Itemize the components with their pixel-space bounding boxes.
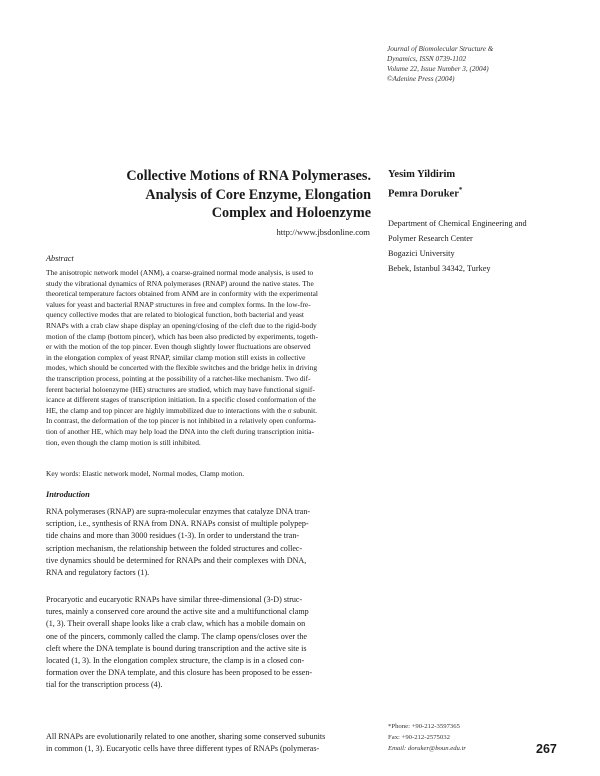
- paragraph-line: RNA and regulatory factors (1).: [46, 568, 150, 578]
- footnote-phone: *Phone: +90-212-3597365: [388, 723, 460, 730]
- paragraph-line: All RNAPs are evolutionarily related to one another, sharing some conserved subunits: [46, 732, 326, 741]
- contact-footnote: [388, 721, 466, 754]
- affiliation-line: Department of Chemical Engineering and: [388, 219, 527, 228]
- paragraph-line: located (1, 3). In the elongation complex structure, the clamp is in a closed con-: [46, 656, 305, 666]
- abstract-line: modes, which should be concerted with the flexible switches and the bridge helix in driving: [46, 363, 318, 373]
- journal-line: Journal of Biomolecular Structure &: [387, 45, 494, 53]
- journal-line: Volume 22, Issue Number 3, (2004): [387, 65, 489, 73]
- author-list: [388, 168, 462, 202]
- abstract-line: er with the motion of the top pincer. Even though slightly lower fluctuations are observed: [46, 342, 311, 352]
- journal-line: Dynamics, ISSN 0739-1102: [387, 55, 467, 63]
- abstract-line: motion of the clamp (bottom pincer), which has been also predicted by experiments, togeth-: [46, 331, 318, 341]
- intro-paragraph-1: [46, 506, 372, 579]
- abstract-text: [46, 268, 372, 448]
- intro-paragraph-2: [46, 594, 372, 692]
- introduction-heading: Introduction: [46, 490, 90, 499]
- abstract-line: theoretical temperature factors obtained from ANM are in conformity with the experimental: [46, 289, 318, 299]
- paragraph-line: one of the pincers, commonly called the clamp. The clamp opens/closes over the: [46, 631, 308, 641]
- paragraph-line: (1, 3). Their overall shape looks like a crab claw, which has a mobile domain on: [46, 619, 306, 629]
- page-number: 267: [536, 742, 557, 756]
- paragraph-line: in common (1, 3). Eucaryotic cells have three different types of RNAPs (polymeras-: [46, 744, 320, 754]
- author-name: Pemra Doruker: [388, 188, 459, 199]
- author-name: Yesim Yildirim: [388, 169, 456, 180]
- affiliation-line: Polymer Research Center: [388, 234, 473, 243]
- affiliation-line: Bebek, Istanbul 34342, Turkey: [388, 264, 491, 273]
- abstract-line: RNAPs with a crab claw shape display an opening/closing of the cleft due to the rigid-body: [46, 320, 317, 330]
- abstract-line: quency collective modes that are related to biological function, both bacterial and yeast: [46, 310, 304, 320]
- affiliation: [388, 216, 527, 276]
- paragraph-line: cleft where the DNA template is bound during transcription and the active site is: [46, 643, 307, 653]
- paragraph-line: scription mechanism, the relationship between the folded structures and collec-: [46, 543, 303, 553]
- paragraph-line: formation over the DNA template, and this closure has been proposed to be essen-: [46, 668, 313, 678]
- abstract-line: study the vibrational dynamics of RNA polymerases (RNAP) around the native states. The: [46, 278, 314, 288]
- author-name-corresponding: [388, 183, 462, 202]
- intro-paragraph-3: [46, 731, 372, 755]
- abstract-line: The anisotropic network model (ANM), a coarse-grained normal mode analysis, is used to: [46, 268, 314, 277]
- title-line: Analysis of Core Enzyme, Elongation: [145, 186, 371, 203]
- paragraph-line: tide chains and more than 3000 residues (1-3). In order to understand the tran-: [46, 531, 300, 541]
- footnote-fax: Fax: +90-212-2575032: [388, 734, 450, 741]
- journal-url[interactable]: http://www.jbsdonline.com: [276, 227, 370, 237]
- abstract-line: icance at different stages of transcription initiation. In a specific closed conformation of the: [46, 395, 316, 405]
- paragraph-line: RNA polymerases (RNAP) are supra-molecular enzymes that catalyze DNA tran-: [46, 507, 311, 516]
- journal-line: ©Adenine Press (2004): [387, 75, 455, 83]
- abstract-line: the transcription process, pointing at the possibility of a ratchet-like mechanism. Two dif-: [46, 373, 311, 383]
- paragraph-line: tive dynamics should be determined for RNAPs and their complexes with DNA,: [46, 555, 307, 565]
- abstract-line: tion of another HE, which may help load the DNA into the cleft during transcription initia-: [46, 426, 315, 436]
- abstract-line: values for yeast and bacterial RNAP structures in free and complex forms. In the low-fre-: [46, 299, 311, 309]
- paragraph-line: tures, mainly a conserved core around the active site and a multifunctional clamp: [46, 607, 309, 617]
- abstract-line: ferent bacterial holoenzyme (HE) structures are studied, which may have functional signif-: [46, 384, 315, 394]
- abstract-heading: Abstract: [46, 254, 74, 263]
- journal-citation: [387, 44, 587, 84]
- paragraph-line: scription, i.e., synthesis of RNA from DNA. RNAPs consist of multiple polypep-: [46, 519, 309, 529]
- affiliation-line: Bogazici University: [388, 249, 455, 258]
- abstract-line: tion, even though the clamp motion is still inhibited.: [46, 437, 201, 447]
- abstract-line: HE, the clamp and top pincer are highly immobilized due to interactions with the σ subunit.: [46, 405, 318, 415]
- abstract-line: In contrast, the deformation of the top pincer is not inhibited in a relatively open conforma-: [46, 416, 317, 426]
- footnote-email[interactable]: Email: doruker@boun.edu.tr: [388, 745, 467, 752]
- corresponding-author-mark: *: [458, 185, 463, 194]
- paragraph-line: tial for the transcription process (4).: [46, 680, 163, 690]
- title-line: Complex and Holoenzyme: [211, 205, 371, 221]
- title-line: Collective Motions of RNA Polymerases.: [126, 168, 371, 184]
- paper-title: [81, 167, 371, 223]
- paragraph-line: Procaryotic and eucaryotic RNAPs have similar three-dimensional (3-D) struc-: [46, 595, 303, 604]
- keywords: Key words: Elastic network model, Normal modes, Clamp motion.: [46, 469, 245, 478]
- abstract-line: in the elongation complex of yeast RNAP, similar clamp motion still exists in collective: [46, 352, 306, 362]
